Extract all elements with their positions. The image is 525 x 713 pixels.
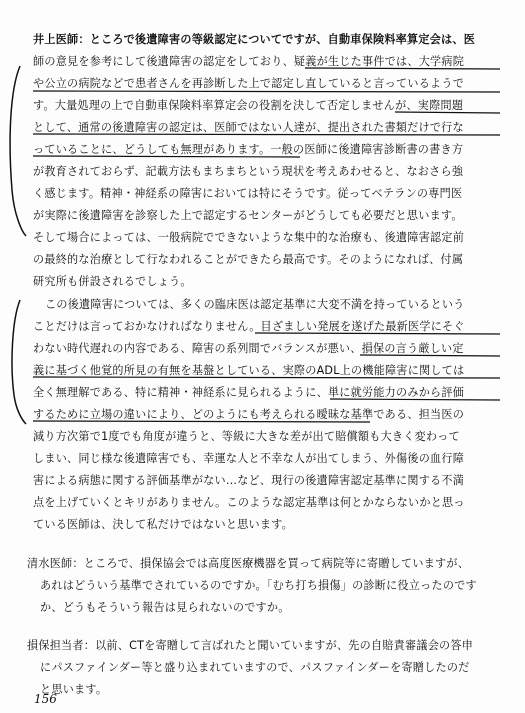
line-14: ことだけは言っておかなければなりません。目ざましい発展を遂げた最新医学にそぐ [33,320,465,333]
speaker-inoue-label: 井上医師：ところで後遺障害の等級認定についてですが、自動車保険料率算定会は、医 [33,33,476,46]
line-13: この後遺障害については、多くの臨床医は認定基準に大変不満を持っているという [45,298,465,311]
left-bracket-mark-2 [12,300,26,424]
line-27: 損保担当者：以前、CTを寄贈して言ばれたと聞いていますが、先の自賠責審議会の答申 [27,639,474,652]
line-18: するために立場の違いにより、どのようにも考えられる曖昧な基準である、担当医の [33,408,465,421]
line-4: す。大量処理の上で自動車保険料率算定会の役割を決して否定しませんが、実際問題 [33,99,464,112]
line-2: 師の意見を参考にして後遺障害の認定をしており、疑義が生じた事件では、大学病院 [33,55,465,68]
page-number: 156 [34,692,57,706]
line-24: 清水医師：ところで、損保協会では高度医療機器を買って病院等に寄贈していますが、 [27,557,470,570]
line-17: 全く無理解である、特に精神・神経系に見られるように、単に就労能力のみから評価 [33,386,465,399]
line-8: く感じます。精神・神経系の障害においては特にそうです。従ってベテランの専門医 [33,187,463,200]
line-12: 研究所も併設されるでしょう。 [33,275,192,288]
left-bracket-mark-1 [10,66,26,236]
line-11: の最終的な治療として行なわれることができたら最高です。そのようになれば、付属 [33,253,464,266]
line-28: にパスファインダー等と盛り込まれていますので、パスファインダーを寄贈したのだ [40,661,470,674]
line-20: しまい、同じ様な後遺障害でも、幸運な人と不幸な人が出てしまう、外傷後の血行障 [33,452,465,465]
line-9: が実際に後遺障害を診察した上で認定するセンターがどうしても必要だと思います。 [33,209,463,222]
line-22: 点を上げていくとキリがありません。このような認定基準は何とかならないかと思っ [33,496,465,509]
line-15: わない時代遅れの内容である、障害の系列間でバランスが悪い、損保の言う厳しい定 [33,342,464,355]
line-19: 減り方次第で1度でも角度が違うと、等級に大きな差が出て賠償額も大きく変わって [33,430,460,443]
line-5: として、通常の後遺障害の認定は、医師ではない人達が、提出された書類だけで行な [33,121,464,134]
line-7: が教育されておらず、記載方法もまちまちという現状を考えあわせると、なおさら強 [33,165,464,178]
line-16: 義に基づく他覚的所見の有無を基盤としている、実際のADL上の機能障害に関しては [33,364,465,377]
line-29: と思います。 [40,683,108,696]
line-26: か、どうもそういう報告は見られないのですか。 [40,601,290,614]
line-25: あれはどういう基準でされているのですか。「むち打ち損傷」の診断に役立ったのです [40,579,477,592]
line-6: っていることに、どうしても無理があります。一般の医師に後遺障害診断書の書き方 [33,143,464,156]
line-21: 害による病態に関する評価基準がない…など、現行の後遺障害認定基準に関する不満 [33,474,465,487]
line-1 [33,33,475,47]
underline-2 [33,91,500,92]
line-3: や公立の病院などで患者さんを再診断した上で認定し直していると言っているようで [33,77,465,90]
line-23: ている医師は、決して私だけではないと思います。 [33,518,294,531]
line-10: そして場合によっては、一般病院でできないような集中的な治療も、後遺障害認定前 [33,231,465,244]
